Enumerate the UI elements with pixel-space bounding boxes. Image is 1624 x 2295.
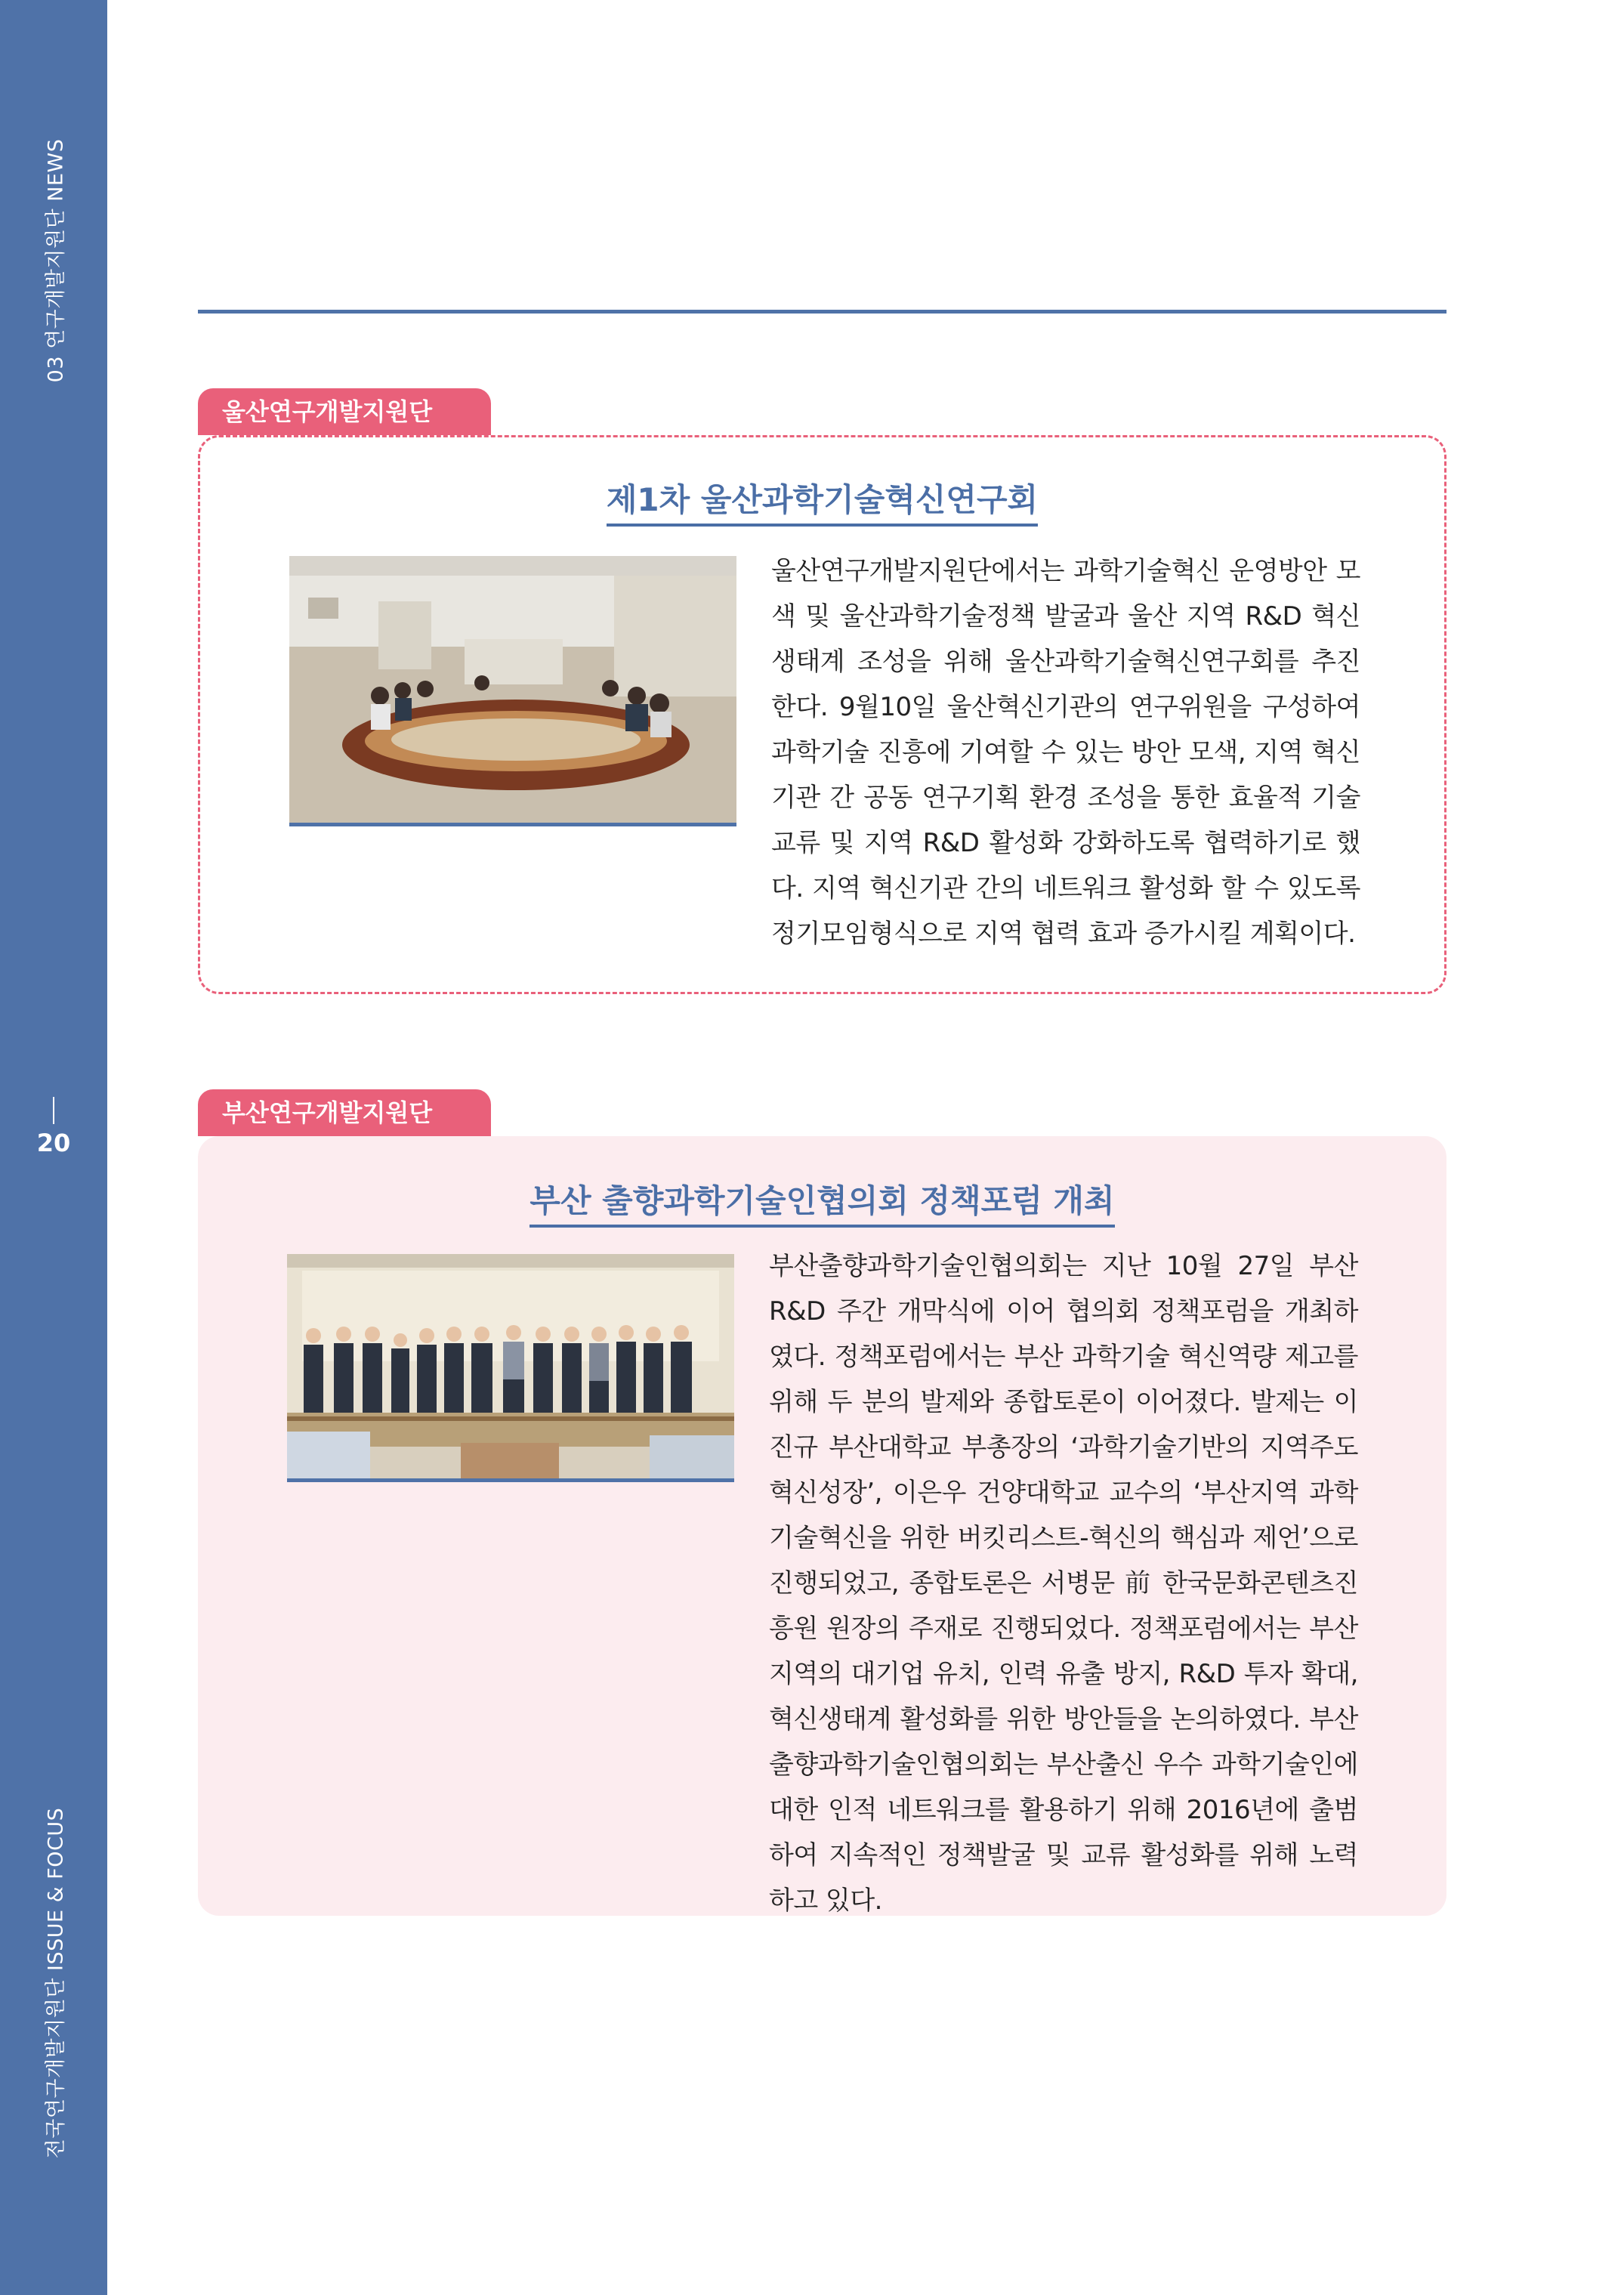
article-body: 부산출향과학기술인협의회는 지난 10월 27일 부산 R&D 주간 개막식에 이어 협의회 정책포럼을 개최하였다. 정책포럼에서는 부산 과학기술 혁신역량 제고를 위해 두 분의 발제와 종합토론이 이어졌다. 발제는 이진규 부산대학교 부총장의 ‘과학기술기반의 지역주도 혁신성장’, 이은우 건양대학교 교수의 ‘부산지역 과학기술혁신을 위한 버킷리스트-혁신의 핵심과 제언’으로 진행되었고, 종합토론은 서병문 前 한국문화콘텐츠진흥원 원장의 주재로 진행되었다. 정책포럼에서는 부산지역의 대기업 유치, 인력 유출 방지, R&D 투자 확대, 혁신생태계 활성화를 위한 방안들을 논의하였다. 부산 출향과학기술인협의회는 부산출신 우수 과학기술인에 대한 인적 네트워크를 활용하기 위해 2016년에 출범하여 지속적인 정책발굴 및 교류 활성화를 위해 노력하고 있다. [769,1251,1358,1916]
section-tab-busan: 부산연구개발지원단 [198,1089,491,1136]
publication-label: 전국연구개발지원단 ISSUE & FOCUS [44,1807,68,2159]
article-title: 제1차 울산과학기술혁신연구회 [200,475,1444,527]
page-number: 20 [36,1129,71,1157]
meeting-photo [289,556,736,826]
group-photo [287,1254,734,1482]
article-panel-busan [198,1136,1446,1916]
article-body: 울산연구개발지원단에서는 과학기술혁신 운영방안 모색 및 울산과학기술정책 발굴과 울산 지역 R&D 혁신 생태계 조성을 위해 울산과학기술혁신연구회를 추진한다. 9월10일 울산혁신기관의 연구위원을 구성하여 과학기술 진흥에 기여할 수 있는 방안 모색, 지역 혁신기관 간 공동 연구기획 환경 조성을 통한 효율적 기술교류 및 지역 R&D 활성화 강화하도록 협력하기로 했다. 지역 혁신기관 간의 네트워크 활성화 할 수 있도록 정기모임형식으로 지역 협력 효과 증가시킬 계획이다. [771,556,1360,949]
article-title: 부산 출향과학기술인협의회 정책포럼 개최 [198,1176,1446,1228]
sidebar [0,0,107,2295]
top-rule [198,310,1446,314]
section-tab-ulsan: 울산연구개발지원단 [198,388,491,435]
section-label: 03 연구개발지원단 NEWS [44,138,68,383]
article-panel-ulsan [198,435,1446,994]
page-divider [53,1097,54,1124]
